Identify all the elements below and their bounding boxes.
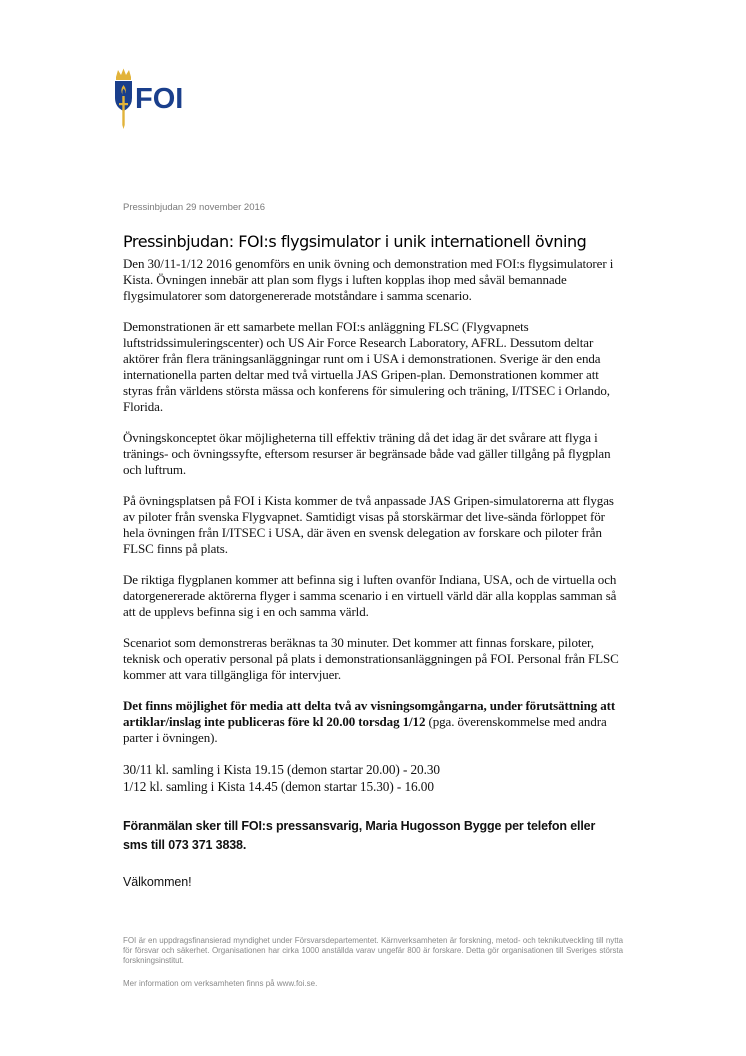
- foi-emblem-icon: [106, 67, 206, 135]
- svg-text:FOI: FOI: [135, 83, 184, 115]
- schedule-item: 30/11 kl. samling i Kista 19.15 (demon startar 20.00) - 20.30: [123, 762, 440, 777]
- welcome-text: Välkommen!: [123, 875, 192, 889]
- schedule-item: 1/12 kl. samling i Kista 14.45 (demon startar 15.30) - 16.00: [123, 779, 434, 794]
- media-note: [123, 698, 623, 746]
- foi-logo: [106, 67, 206, 135]
- footer: [123, 936, 623, 989]
- paragraph-real-aircraft: De riktiga flygplanen kommer att befinna sig i luften ovanför Indiana, USA, och de virtuella och datorgenererade aktörerna flyger i samma scenario i en virtuell värld där alla kopplas samman så att de upplevs befinna sig i en och samma värld.: [123, 572, 617, 619]
- page-title: Pressinbjudan: FOI:s flygsimulator i unik internationell övning: [123, 232, 587, 251]
- footer-more-info: Mer information om verksamheten finns på www.foi.se.: [123, 979, 318, 988]
- media-note-bold: Det finns möjlighet för media att delta två av visningsomgångarna, under förutsättning att artiklar/inslag inte publiceras före kl 20.00 torsdag 1/12: [123, 698, 616, 729]
- paragraph-collaboration: Demonstrationen är ett samarbete mellan FOI:s anläggning FLSC (Flygvapnets luftstridssimuleringscenter) och US Air Force Research Laboratory, AFRL. Dessutom deltar aktörer från flera träningsanläggningar runt om i USA i demonstrationen. Sverige är den enda internationella parten deltar med två virtuella JAS Gripen-plan. Demonstrationen kommer att styras från världens största mässa och konferens för simulering och träning, I/ITSEC i Orlando, Florida.: [123, 319, 610, 414]
- registration-notice: Föranmälan sker till FOI:s pressansvarig, Maria Hugosson Bygge per telefon eller sms till 073 371 3838.: [123, 819, 596, 852]
- paragraph-intro: Den 30/11-1/12 2016 genomförs en unik övning och demonstration med FOI:s flygsimulatorer i Kista. Övningen innebär att plan som flygs i luften kopplas ihop med såväl bemannade flygsimulatorer som datorgenererade motståndare i samma scenario.: [123, 256, 614, 303]
- paragraph-kista-site: På övningsplatsen på FOI i Kista kommer de två anpassade JAS Gripen-simulatorerna att flygas av piloter från svenska Flygvapnet. Samtidigt visas på storskärmar det live-sända förloppet för hela övningen från I/ITSEC i USA, där även en svensk delegation av forskare och piloter från FLSC finns på plats.: [123, 493, 614, 556]
- media-note-rest: (pga. överenskommelse med andra parter i övningen).: [123, 714, 607, 745]
- dateline: Pressinbjudan 29 november 2016: [123, 202, 266, 213]
- press-body: [123, 256, 623, 907]
- paragraph-scenario: Scenariot som demonstreras beräknas ta 30 minuter. Det kommer att finnas forskare, piloter, teknisk och operativ personal på plats i demonstrationsanläggningen på FOI. Personal från FLSC kommer att vara tillgängliga för intervjuer.: [123, 635, 619, 682]
- footer-about: FOI är en uppdragsfinansierad myndighet under Försvarsdepartementet. Kärnverksamheten är forskning, metod- och teknikutveckling till nytta för försvar och säkerhet. Organisationen har cirka 1000 anställda varav ungefär 800 är forskare. Detta gör organisationen till Sveriges största forskningsinstitut.: [123, 936, 623, 965]
- paragraph-concept: Övningskonceptet ökar möjligheterna till effektiv träning då det idag är det svårare att flyga i tränings- och övningssyfte, eftersom resurser är begränsade både vad gäller tillgång på flygplan och luftrum.: [123, 430, 611, 477]
